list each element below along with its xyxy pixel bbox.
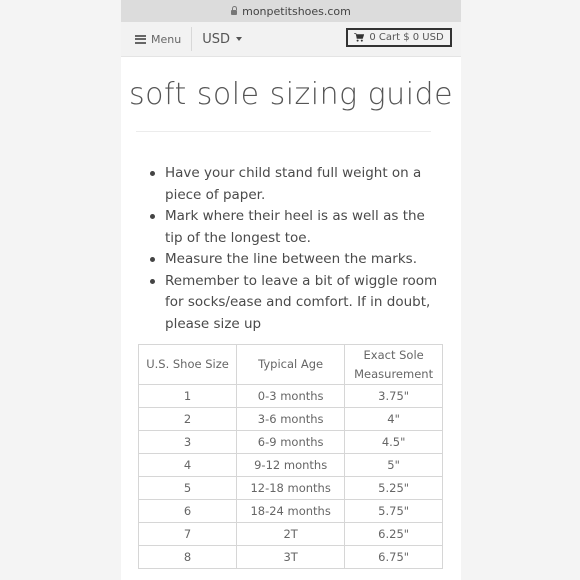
table-row <box>139 385 443 408</box>
cell-size: 8 <box>139 546 237 569</box>
cell-size: 1 <box>139 385 237 408</box>
currency-label: USD <box>202 31 230 47</box>
cell-measurement: 5.75" <box>345 500 443 523</box>
site-header <box>121 22 461 57</box>
cell-age: 3T <box>237 546 345 569</box>
cell-measurement: 5.25" <box>345 477 443 500</box>
cell-size: 7 <box>139 523 237 546</box>
cart-icon <box>354 33 364 42</box>
cell-size: 5 <box>139 477 237 500</box>
cart-button[interactable] <box>346 28 452 47</box>
cell-size: 2 <box>139 408 237 431</box>
cell-size: 3 <box>139 431 237 454</box>
cell-age: 9-12 months <box>237 454 345 477</box>
browser-url-bar[interactable] <box>121 0 461 22</box>
hamburger-icon <box>135 35 146 44</box>
list-item: Have your child stand full weight on a piece of paper. <box>165 163 443 206</box>
phone-screen <box>121 0 461 580</box>
cell-age: 6-9 months <box>237 431 345 454</box>
table-row <box>139 431 443 454</box>
list-item: Mark where their heel is as well as the tip of the longest toe. <box>165 206 443 249</box>
menu-button[interactable] <box>135 33 181 46</box>
table-row <box>139 546 443 569</box>
cart-label: 0 Cart $ 0 USD <box>369 32 444 43</box>
cell-measurement: 6.75" <box>345 546 443 569</box>
cell-measurement: 6.25" <box>345 523 443 546</box>
cell-size: 6 <box>139 500 237 523</box>
table-row <box>139 408 443 431</box>
table-row <box>139 454 443 477</box>
cell-age: 18-24 months <box>237 500 345 523</box>
cell-age: 3-6 months <box>237 408 345 431</box>
cell-measurement: 4" <box>345 408 443 431</box>
url-text: monpetitshoes.com <box>242 4 351 18</box>
column-header-size: U.S. Shoe Size <box>139 345 237 385</box>
caret-down-icon <box>236 37 242 41</box>
header-divider <box>191 27 192 51</box>
sizing-tips-list <box>121 163 461 335</box>
menu-label: Menu <box>151 32 182 46</box>
lock-icon <box>231 10 237 15</box>
table-header-row <box>139 345 443 385</box>
list-item: Remember to leave a bit of wiggle room for socks/ease and comfort. If in doubt, please size up <box>165 271 443 336</box>
page-title: soft sole sizing guide <box>128 77 454 112</box>
size-chart-table <box>138 344 443 569</box>
cell-size: 4 <box>139 454 237 477</box>
cell-age: 2T <box>237 523 345 546</box>
column-header-age: Typical Age <box>237 345 345 385</box>
cell-age: 12-18 months <box>237 477 345 500</box>
table-row <box>139 500 443 523</box>
table-row <box>139 523 443 546</box>
cell-measurement: 5" <box>345 454 443 477</box>
table-row <box>139 477 443 500</box>
list-item: Measure the line between the marks. <box>165 249 443 271</box>
column-header-measurement: Exact Sole Measurement <box>345 345 443 385</box>
cell-measurement: 4.5" <box>345 431 443 454</box>
title-divider <box>136 131 431 132</box>
cell-age: 0-3 months <box>237 385 345 408</box>
currency-selector[interactable] <box>202 32 242 47</box>
cell-measurement: 3.75" <box>345 385 443 408</box>
